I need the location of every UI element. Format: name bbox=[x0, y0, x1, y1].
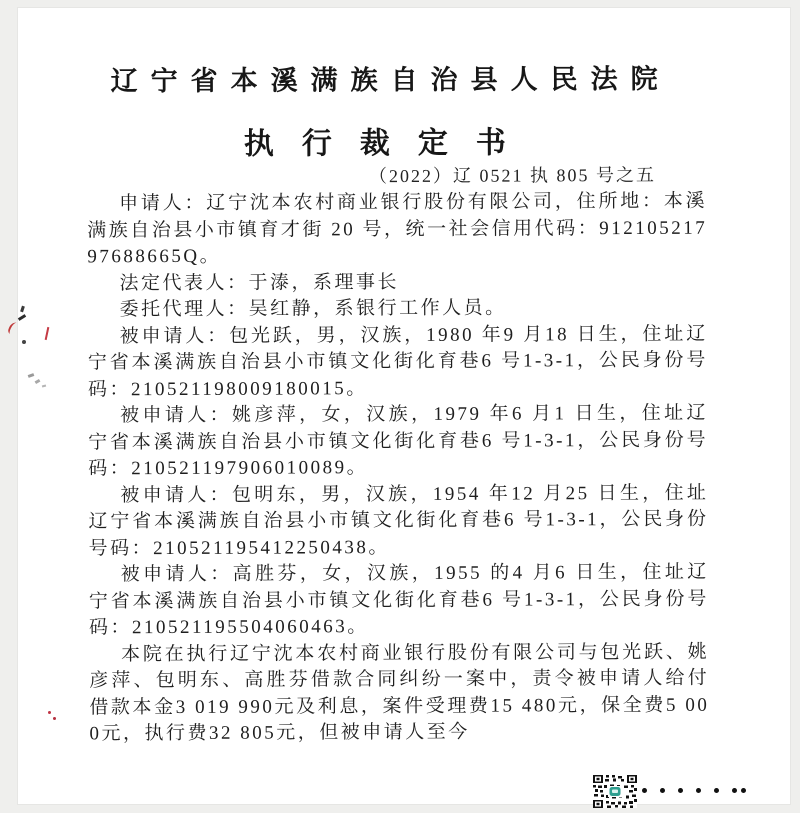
document-title: 执行裁定书 bbox=[243, 126, 534, 161]
dot bbox=[678, 788, 683, 793]
paragraph-entrusted-agent: 委托代理人：吴红静，系银行工作人员。 bbox=[119, 297, 507, 321]
case-number: （2022）辽 0521 执 805 号之五 bbox=[368, 164, 657, 187]
paragraph-case-summary: 本院在执行辽宁沈本农村商业银行股份有限公司与包光跃、姚彦萍、包明东、高胜芬借款合同纠纷一案中，责令被申请人给付借款本金3 019 990元及利息，案件受理费15 480元，保全费5 000元，执行费32 805元，但被申请人至今 bbox=[89, 641, 710, 745]
dot bbox=[642, 788, 647, 793]
document-page bbox=[18, 8, 790, 804]
paragraph-applicant: 申请人：辽宁沈本农村商业银行股份有限公司，住所地：本溪满族自治县小市镇育才街 20 号，统一社会信用代码：91210521797688665Q。 bbox=[87, 190, 708, 268]
paragraph-legal-representative: 法定代表人：于溙，系理事长 bbox=[119, 271, 400, 294]
dot bbox=[732, 788, 737, 793]
dot bbox=[741, 788, 746, 793]
qr-code-icon bbox=[593, 775, 637, 808]
document-content bbox=[16, 6, 791, 805]
paragraph-respondent-1: 被申请人：包光跃，男，汉族，1980 年9 月18 日生，住址辽宁省本溪满族自治县小市镇文化街化育巷6 号1-3-1，公民身份号码：210521198009180015。 bbox=[87, 323, 708, 400]
dotted-marks bbox=[642, 786, 746, 794]
dot bbox=[714, 788, 719, 793]
paragraph-respondent-4: 被申请人：高胜芬，女，汉族，1955 的4 月6 日生，住址辽宁省本溪满族自治县小市镇文化街化育巷6 号1-3-1，公民身份号码：210521195504060463。 bbox=[88, 561, 709, 639]
document-body bbox=[87, 189, 709, 748]
dot bbox=[660, 788, 665, 793]
dot bbox=[696, 788, 701, 793]
paragraph-respondent-3: 被申请人：包明东，男，汉族，1954 年12 月25 日生，住址辽宁省本溪满族自治县小市镇文化街化育巷6 号1-3-1，公民身份号码：210521195412250438。 bbox=[88, 482, 709, 559]
paragraph-respondent-2: 被申请人：姚彦萍，女，汉族，1979 年6 月1 日生，住址辽宁省本溪满族自治县小市镇文化街化育巷6 号1-3-1，公民身份号码：210521197906010089。 bbox=[88, 402, 709, 480]
court-name-heading: 辽宁省本溪满族自治县人民法院 bbox=[110, 63, 671, 97]
